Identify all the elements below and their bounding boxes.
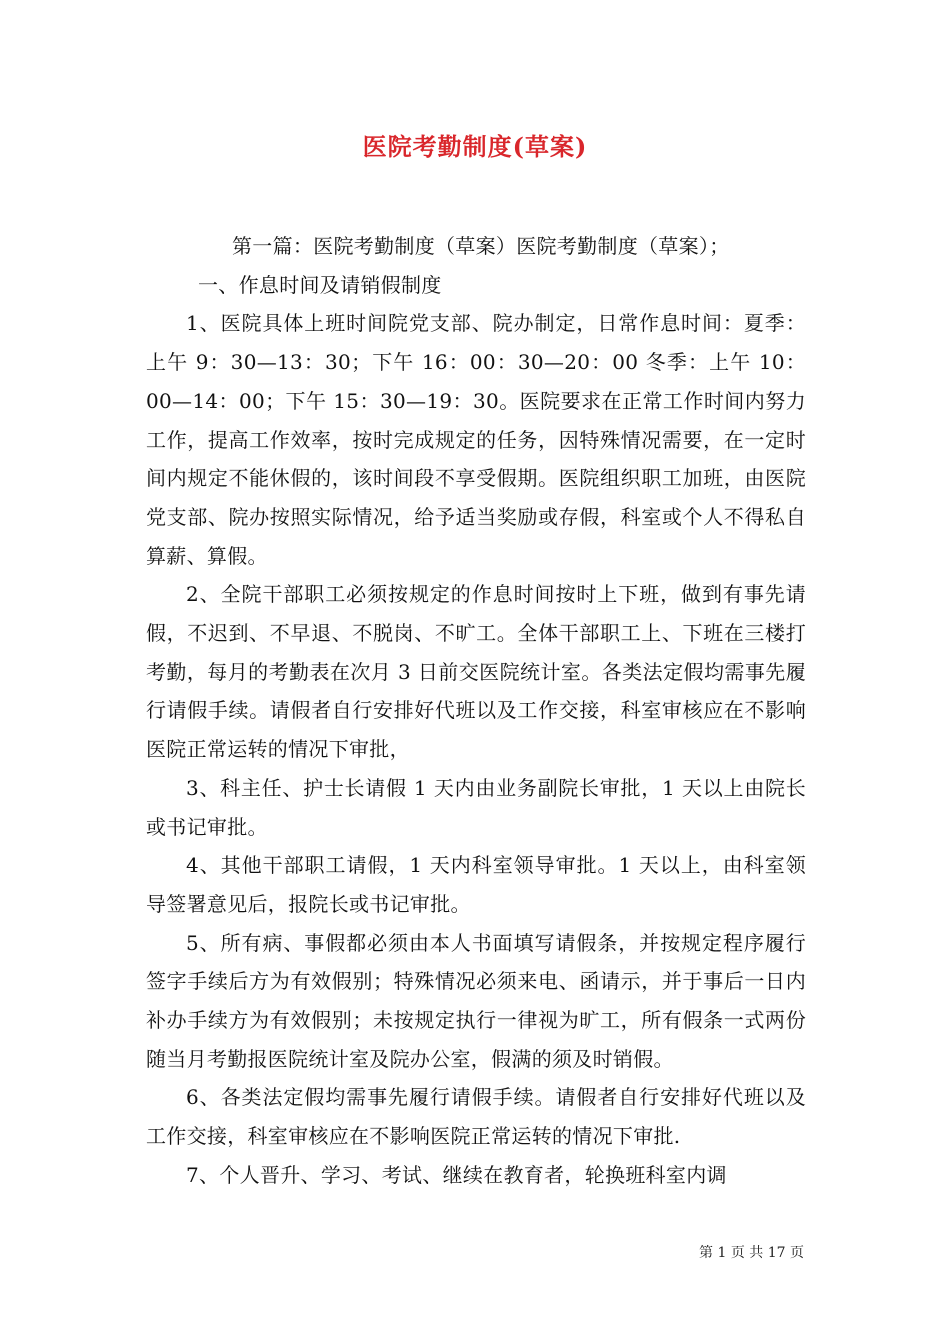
paragraph-item-1: 1、医院具体上班时间院党支部、院办制定，日常作息时间：夏季：上午 9：30—13：30；下午 16：00：30—20：00 冬季：上午 10：00—14：00；下午 15：30—19：30。医院要求在正常工作时间内努力工作，提高工作效率，按时完成规定的任务，因特殊情况需要，在一定时间内规定不能休假的，该时间段不享受假期。医院组织职工加班，由医院党支部、院办按照实际情况，给予适当奖励或存假，科室或个人不得私自算薪、算假。 <box>146 311 806 568</box>
paragraph-intro: 第一篇：医院考勤制度（草案）医院考勤制度（草案）； <box>232 234 730 258</box>
document-title: 医院考勤制度(草案) <box>362 132 588 161</box>
paragraph-item-4: 4、其他干部职工请假，1 天内科室领导审批。1 天以上，由科室领导签署意见后，报院长或书记审批。 <box>146 853 806 916</box>
section-heading: 一、作息时间及请销假制度 <box>198 272 442 297</box>
document-body <box>146 227 806 1195</box>
paragraph-item-2: 2、全院干部职工必须按规定的作息时间按时上下班，做到有事先请假，不迟到、不早退、不脱岗、不旷工。全体干部职工上、下班在三楼打考勤，每月的考勤表在次月 3 日前交医院统计室。各类法定假均需事先履行请假手续。请假者自行安排好代班以及工作交接，科室审核应在不影响医院正常运转的情况下审批， <box>146 582 806 762</box>
paragraph-item-7: 7、个人晋升、学习、考试、继续在教育者，轮换班科室内调 <box>186 1162 727 1187</box>
paragraph-item-3: 3、科主任、护士长请假 1 天内由业务副院长审批，1 天以上由院长或书记审批。 <box>146 775 806 839</box>
page-number-footer: 第 1 页 共 17 页 <box>699 1245 804 1261</box>
paragraph-item-6: 6、各类法定假均需事先履行请假手续。请假者自行安排好代班以及工作交接，科室审核应在不影响医院正常运转的情况下审批. <box>146 1085 806 1149</box>
paragraph-item-5: 5、所有病、事假都必须由本人书面填写请假条，并按规定程序履行签字手续后方为有效假别；特殊情况必须来电、函请示，并于事后一日内补办手续方为有效假别；未按规定执行一律视为旷工，所有假条一式两份随当月考勤报医院统计室及院办公室，假满的须及时销假。 <box>146 930 806 1071</box>
